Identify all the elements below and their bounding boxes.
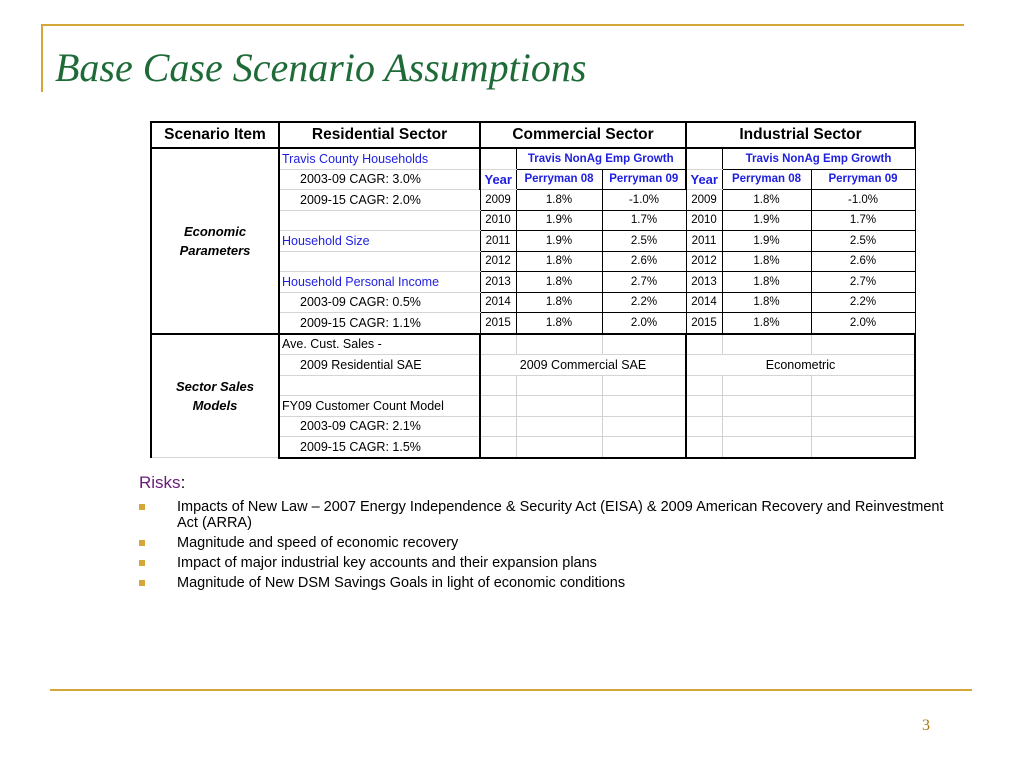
res-personal-income: Household Personal Income — [279, 272, 480, 293]
commercial-year-cell: 2013 — [480, 272, 516, 293]
commercial-p09-cell: 2.0% — [602, 313, 686, 334]
industrial-growth-subtitle: Travis NonAg Emp Growth — [722, 148, 915, 169]
risk-item-text: Impact of major industrial key accounts and their expansion plans — [177, 555, 597, 571]
commercial-p09-cell: -1.0% — [602, 190, 686, 211]
risk-item — [139, 535, 959, 551]
res-households: Travis County Households — [279, 148, 480, 169]
left-rule — [41, 24, 43, 92]
commercial-p08-cell: 1.8% — [516, 292, 602, 313]
commercial-year-cell: 2011 — [480, 231, 516, 252]
industrial-p09-cell: 2.7% — [811, 272, 915, 293]
res-income-cagr-0915: 2009-15 CAGR: 1.1% — [279, 313, 480, 334]
header-residential: Residential Sector — [279, 122, 480, 148]
commercial-p09-cell: 1.7% — [602, 210, 686, 231]
square-bullet-icon — [139, 560, 145, 566]
res-residential-sae: 2009 Residential SAE — [279, 355, 480, 376]
risks-colon: : — [180, 473, 186, 492]
industrial-p09-cell: 2.5% — [811, 231, 915, 252]
commercial-p09-cell: 2.5% — [602, 231, 686, 252]
commercial-p08-cell: 1.8% — [516, 313, 602, 334]
industrial-p08-cell: 1.8% — [722, 190, 811, 211]
industrial-year-cell: 2010 — [686, 210, 722, 231]
commercial-p09-cell: 2.2% — [602, 292, 686, 313]
commercial-p08-cell: 1.8% — [516, 190, 602, 211]
commercial-year-cell: 2014 — [480, 292, 516, 313]
commercial-p09-cell: 2.7% — [602, 272, 686, 293]
res-cagr-0309: 2003-09 CAGR: 3.0% — [279, 169, 480, 190]
industrial-year-header: Year — [686, 169, 722, 190]
header-commercial: Commercial Sector — [480, 122, 686, 148]
risk-item-text: Magnitude of New DSM Savings Goals in light of economic conditions — [177, 575, 626, 591]
industrial-year-cell: 2014 — [686, 292, 722, 313]
industrial-year-cell: 2013 — [686, 272, 722, 293]
bottom-rule — [50, 689, 972, 691]
commercial-year-cell: 2012 — [480, 251, 516, 272]
commercial-year-cell: 2009 — [480, 190, 516, 211]
commercial-p09-cell: 2.6% — [602, 251, 686, 272]
industrial-p08-cell: 1.8% — [722, 292, 811, 313]
sector-sales-models-label: Sector Sales Models — [151, 334, 279, 458]
risk-item-text: Impacts of New Law – 2007 Energy Independence & Security Act (EISA) & 2009 American Recovery and Reinvestment Act (ARRA) — [177, 499, 944, 531]
industrial-p09-cell: 1.7% — [811, 210, 915, 231]
industrial-p09-header: Perryman 09 — [811, 169, 915, 190]
commercial-year-cell: 2010 — [480, 210, 516, 231]
commercial-growth-subtitle: Travis NonAg Emp Growth — [516, 148, 686, 169]
res-count-cagr-0915: 2009-15 CAGR: 1.5% — [279, 437, 480, 458]
economic-parameters-label: Economic Parameters — [151, 148, 279, 334]
square-bullet-icon — [139, 504, 145, 510]
commercial-p08-cell: 1.9% — [516, 210, 602, 231]
header-industrial: Industrial Sector — [686, 122, 915, 148]
industrial-year-cell: 2011 — [686, 231, 722, 252]
commercial-p08-header: Perryman 08 — [516, 169, 602, 190]
commercial-year-cell: 2015 — [480, 313, 516, 334]
risk-list — [139, 499, 959, 595]
res-cagr-0915: 2009-15 CAGR: 2.0% — [279, 190, 480, 211]
top-rule — [41, 24, 964, 26]
risk-item-text: Magnitude and speed of economic recovery — [177, 535, 459, 551]
page-number: 3 — [922, 717, 930, 734]
industrial-p08-cell: 1.8% — [722, 272, 811, 293]
risk-item — [139, 499, 959, 531]
industrial-year-cell: 2012 — [686, 251, 722, 272]
risks-heading-text: Risks — [139, 473, 181, 492]
industrial-p08-cell: 1.8% — [722, 313, 811, 334]
res-household-size: Household Size — [279, 231, 480, 252]
square-bullet-icon — [139, 580, 145, 586]
slide-title: Base Case Scenario Assumptions — [55, 45, 587, 90]
industrial-p09-cell: -1.0% — [811, 190, 915, 211]
industrial-p09-cell: 2.2% — [811, 292, 915, 313]
risk-item — [139, 575, 959, 591]
industrial-p08-cell: 1.8% — [722, 251, 811, 272]
commercial-year-header: Year — [480, 169, 516, 190]
res-customer-count-model: FY09 Customer Count Model — [279, 396, 480, 417]
industrial-p08-cell: 1.9% — [722, 210, 811, 231]
risks-heading — [139, 473, 185, 493]
industrial-year-cell: 2015 — [686, 313, 722, 334]
industrial-p08-cell: 1.9% — [722, 231, 811, 252]
industrial-p09-cell: 2.6% — [811, 251, 915, 272]
industrial-econometric-model: Econometric — [686, 355, 915, 376]
commercial-sae-model: 2009 Commercial SAE — [480, 355, 686, 376]
header-scenario-item: Scenario Item — [151, 122, 279, 148]
commercial-p09-header: Perryman 09 — [602, 169, 686, 190]
industrial-p09-cell: 2.0% — [811, 313, 915, 334]
commercial-p08-cell: 1.8% — [516, 272, 602, 293]
industrial-p08-header: Perryman 08 — [722, 169, 811, 190]
risk-item — [139, 555, 959, 571]
res-income-cagr-0309: 2003-09 CAGR: 0.5% — [279, 292, 480, 313]
res-count-cagr-0309: 2003-09 CAGR: 2.1% — [279, 416, 480, 437]
assumptions-table — [150, 121, 914, 454]
square-bullet-icon — [139, 540, 145, 546]
industrial-year-cell: 2009 — [686, 190, 722, 211]
commercial-p08-cell: 1.9% — [516, 231, 602, 252]
commercial-p08-cell: 1.8% — [516, 251, 602, 272]
res-ave-cust-sales: Ave. Cust. Sales - — [279, 334, 480, 355]
